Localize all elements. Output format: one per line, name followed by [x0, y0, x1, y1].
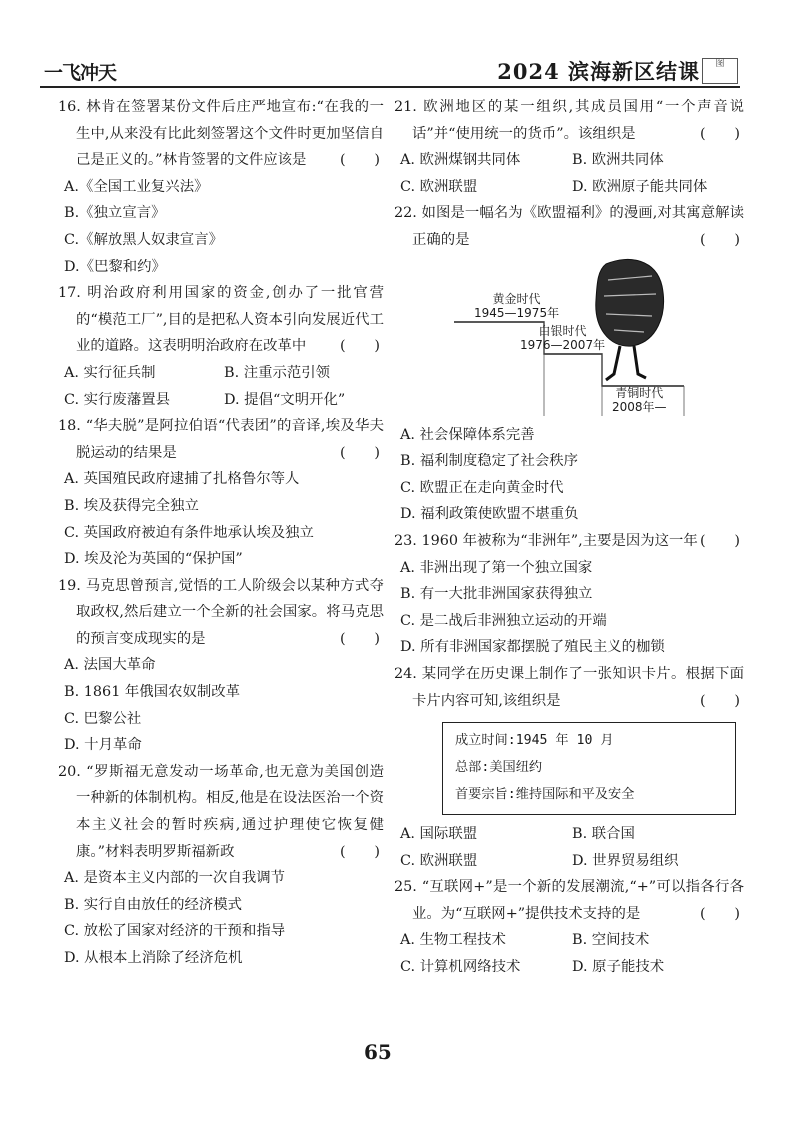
figure-legs	[606, 346, 646, 380]
option-d: D.《巴黎和约》	[64, 258, 166, 275]
page-number: 65	[364, 1040, 392, 1064]
option-a: A. 生物工程技术	[400, 932, 506, 949]
option-row	[394, 927, 744, 954]
question-stem: 17. 明治政府利用国家的资金,创办了一批官营的“模范工厂”,目的是把私人资本引向发展近代工业的道路。这表明明治政府在改革中 ( )	[58, 280, 384, 360]
option-b: B. 福利制度稳定了社会秩序	[400, 453, 579, 470]
option-row	[58, 387, 384, 414]
answer-paren: ( )	[699, 532, 740, 549]
card-headquarters: 总部:美国纽约	[455, 760, 543, 776]
option-row	[394, 954, 744, 981]
option-d: D. 欧洲原子能共同体	[572, 178, 708, 195]
eu-welfare-cartoon	[394, 256, 744, 416]
option-b: B. 欧洲共同体	[572, 152, 664, 169]
answer-paren: ( )	[339, 152, 380, 169]
option-a: A. 英国殖民政府逮捕了扎格鲁尔等人	[64, 471, 300, 488]
option-d: D. 十月革命	[64, 737, 142, 754]
question-24	[394, 661, 744, 874]
question-23	[394, 528, 744, 661]
brand-logo: 一飞冲天	[44, 62, 117, 84]
option-b: B. 实行自由放任的经济模式	[64, 896, 243, 913]
option-b: B. 联合国	[572, 826, 635, 843]
option-b: B. 有一大批非洲国家获得独立	[400, 586, 593, 603]
header-rule	[40, 86, 740, 88]
option-b: B. 注重示范引领	[224, 364, 331, 381]
question-25	[394, 874, 744, 980]
golden-age-label: 黄金时代 1945—1975年	[474, 291, 560, 320]
option-a: A. 是资本主义内部的一次自我调节	[64, 870, 286, 887]
option-c: C. 欧洲联盟	[400, 178, 478, 195]
option-c: C. 放松了国家对经济的干预和指导	[64, 923, 286, 940]
option-b: B. 1861 年俄国农奴制改革	[64, 684, 241, 701]
option-c: C.《解放黑人奴隶宣言》	[64, 231, 223, 248]
card-purpose: 首要宗旨:维持国际和平及安全	[455, 787, 635, 803]
welfare-sack	[596, 259, 664, 346]
question-16	[58, 94, 384, 280]
card-founding-date: 成立时间:1945 年 10 月	[455, 733, 614, 749]
question-stem: 18. “华夫脱”是阿拉伯语“代表团”的音译,埃及华夫脱运动的结果是 ( )	[58, 413, 384, 466]
question-17	[58, 280, 384, 413]
option-row	[394, 147, 744, 174]
option-c: C. 巴黎公社	[64, 710, 142, 727]
burdened-figure	[596, 259, 664, 380]
question-19	[58, 573, 384, 759]
answer-paren: ( )	[339, 843, 380, 860]
question-21	[394, 94, 744, 200]
header-stamp: 图	[702, 58, 738, 84]
right-column	[394, 94, 744, 981]
question-20	[58, 759, 384, 972]
option-c: C. 英国政府被迫有条件地承认埃及独立	[64, 524, 314, 541]
option-c: C. 实行废藩置县	[64, 391, 170, 408]
option-a: A. 社会保障体系完善	[400, 426, 535, 443]
answer-paren: ( )	[699, 125, 740, 142]
option-a: A. 法国大革命	[64, 657, 156, 674]
option-c: C. 是二战后非洲独立运动的开端	[400, 612, 607, 629]
option-d: D. 从根本上消除了经济危机	[64, 950, 243, 966]
option-b: B. 埃及获得完全独立	[64, 497, 199, 514]
question-stem: 24. 某同学在历史课上制作了一张知识卡片。根据下面卡片内容可知,该组织是 ( )	[394, 661, 744, 714]
left-column	[58, 94, 384, 972]
option-row	[394, 848, 744, 875]
option-d: D. 所有非洲国家都摆脱了殖民主义的枷锁	[400, 639, 665, 656]
question-stem: 23. 1960 年被称为“非洲年”,主要是因为这一年 ( )	[394, 528, 744, 555]
page-header-title: 2024 滨海新区结课	[497, 59, 700, 84]
option-c: C. 计算机网络技术	[400, 959, 521, 976]
answer-paren: ( )	[699, 692, 740, 709]
question-stem: 25. “互联网+”是一个新的发展潮流,“+”可以指各行各业。为“互联网+”提供技术支持的是 ( )	[394, 874, 744, 927]
option-a: A. 欧洲煤钢共同体	[400, 152, 521, 169]
option-d: D. 提倡“文明开化”	[224, 391, 346, 408]
option-d: D. 世界贸易组织	[572, 852, 679, 869]
option-b: B.《独立宣言》	[64, 205, 166, 222]
question-stem: 20. “罗斯福无意发动一场革命,也无意为美国创造一种新的体制机构。相反,他是在设法医治一个资本主义社会的暂时疾病,通过护理使它恢复健康。”材料表明罗斯福新政 ( )	[58, 759, 384, 865]
option-d: D. 福利政策使欧盟不堪重负	[400, 506, 579, 523]
question-stem: 16. 林肯在签署某份文件后庄严地宣布:“在我的一生中,从来没有比此刻签署这个文件时更加坚信自己是正义的。”林肯签署的文件应该是 ( )	[58, 94, 384, 174]
option-c: C. 欧盟正在走向黄金时代	[400, 479, 564, 496]
answer-paren: ( )	[699, 231, 740, 248]
question-18	[58, 413, 384, 573]
answer-paren: ( )	[339, 630, 380, 647]
answer-paren: ( )	[339, 338, 380, 355]
option-row	[394, 174, 744, 201]
question-stem: 21. 欧洲地区的某一组织,其成员国用“一个声音说话”并“使用统一的货币”。该组织是 ( )	[394, 94, 744, 147]
option-c: C. 欧洲联盟	[400, 852, 478, 869]
option-a: A. 国际联盟	[400, 826, 478, 843]
knowledge-card	[442, 722, 736, 815]
question-22	[394, 200, 744, 528]
option-row	[394, 821, 744, 848]
option-b: B. 空间技术	[572, 932, 650, 949]
option-d: D. 埃及沦为英国的“保护国”	[64, 551, 243, 568]
option-a: A. 实行征兵制	[64, 364, 156, 381]
silver-age-label: 白银时代 1976—2007年	[520, 323, 606, 352]
question-stem: 19. 马克思曾预言,觉悟的工人阶级会以某种方式夺取政权,然后建立一个全新的社会国家。将马克思的预言变成现实的是 ( )	[58, 573, 384, 653]
option-a: A.《全国工业复兴法》	[64, 178, 209, 195]
answer-paren: ( )	[339, 444, 380, 461]
answer-paren: ( )	[699, 905, 740, 922]
question-stem: 22. 如图是一幅名为《欧盟福利》的漫画,对其寓意解读正确的是 ( )	[394, 200, 744, 253]
bronze-age-label: 青铜时代 2008年—	[612, 385, 667, 414]
option-row	[58, 360, 384, 387]
option-a: A. 非洲出现了第一个独立国家	[400, 559, 593, 576]
option-d: D. 原子能技术	[572, 959, 665, 976]
